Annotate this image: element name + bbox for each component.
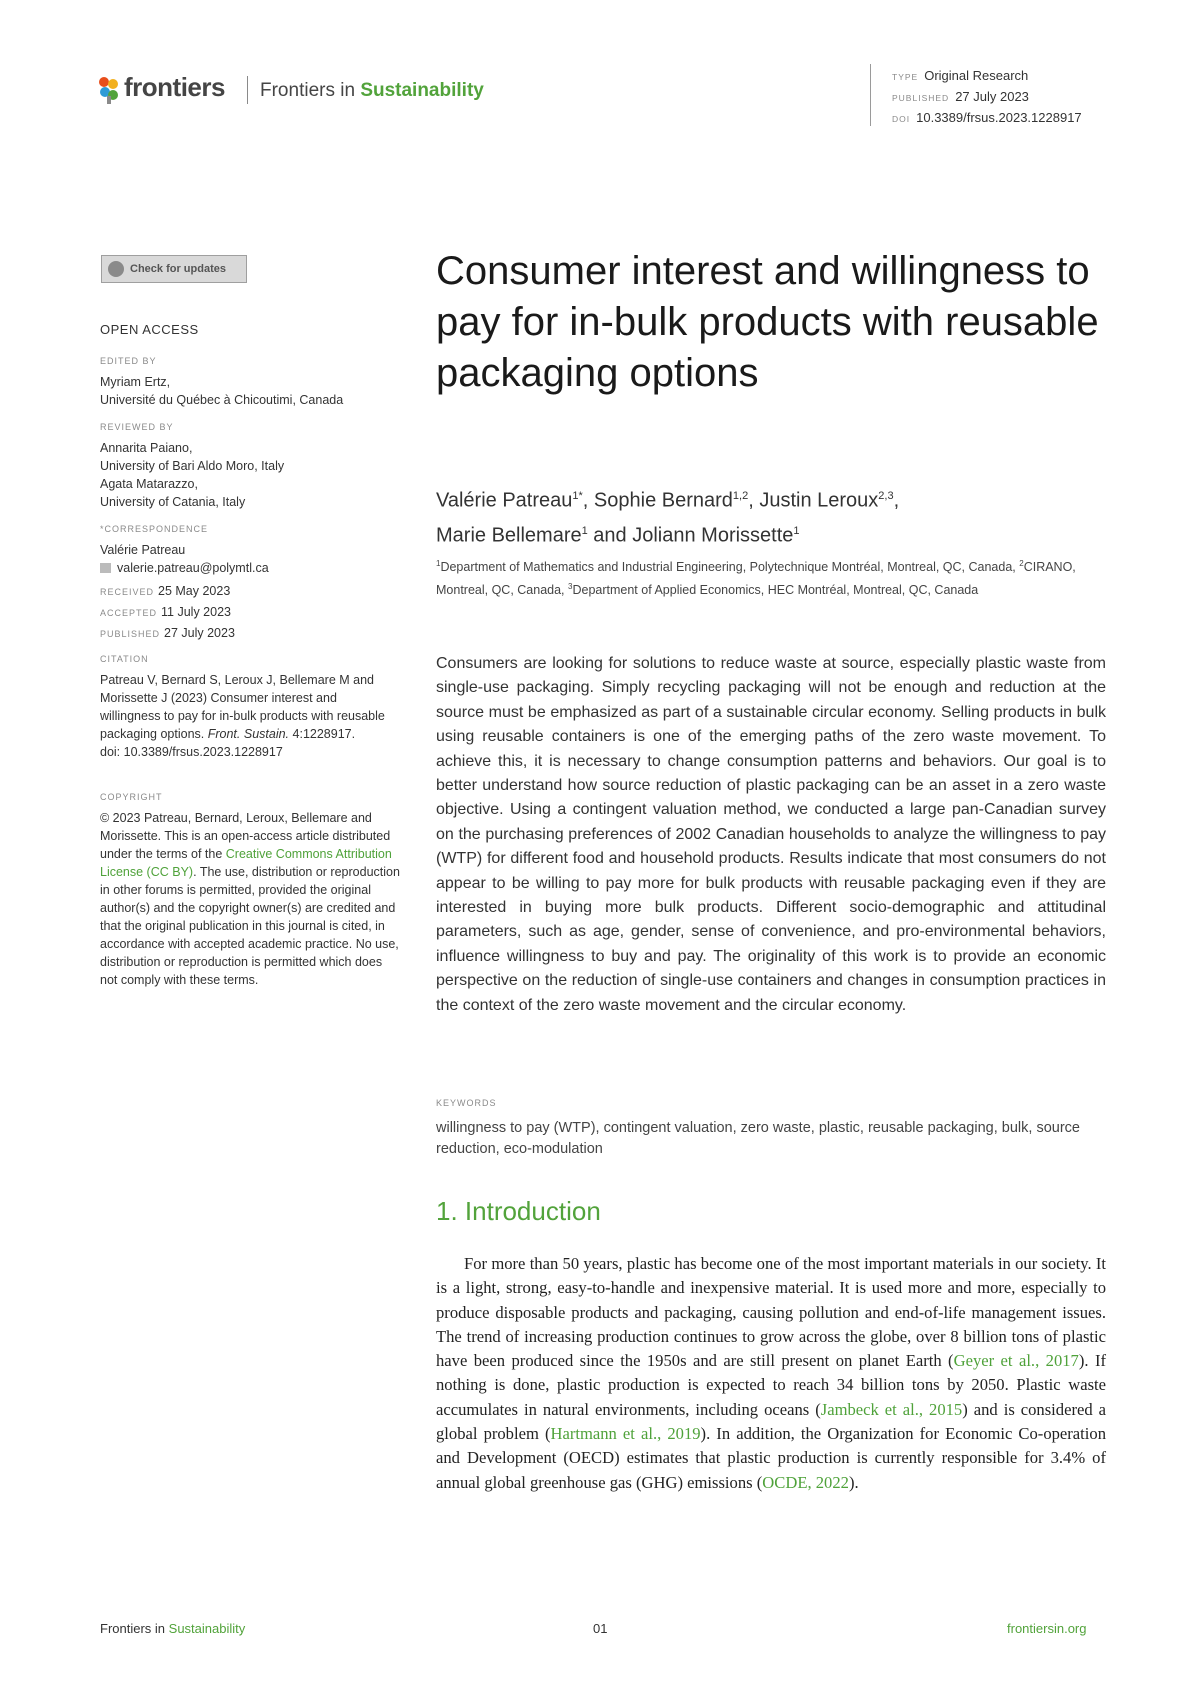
author-list: [436, 481, 1116, 550]
footer-journal-prefix: Frontiers in: [100, 1621, 166, 1636]
accepted-value: 11 July 2023: [161, 605, 231, 619]
journal-title: Sustainability: [360, 80, 484, 101]
citation-section: [100, 650, 400, 761]
author-name[interactable]: Sophie Bernard: [593, 489, 733, 512]
footer-site-link[interactable]: frontiersin.org: [1007, 1621, 1087, 1636]
update-icon: [108, 261, 124, 277]
author-separator: ,: [748, 489, 760, 512]
citation-text: Patreau V, Bernard S, Leroux J, Bellemare M and Morissette J (2023) Consumer interest and willingness to pay for in-bulk products with reusable packaging options.: [100, 673, 385, 741]
affiliation-text: Department of Mathematics and Industrial Engineering, Polytechnique Montréal, Montreal, QC, Canada,: [440, 560, 1020, 575]
sidebar-published-label: PUBLISHED: [100, 629, 161, 639]
editor-name: Myriam Ertz,: [100, 375, 171, 389]
citation-link[interactable]: Hartmann et al., 2019: [550, 1424, 701, 1444]
edited-by-label: EDITED BY: [100, 356, 157, 366]
affiliation-text: CIRANO, Montreal, QC, Canada,: [436, 560, 1076, 598]
meta-divider: [870, 64, 871, 126]
copyright-text-end: . The use, distribution or reproduction in other forums is permitted, provided the original author(s) and the copyright owner(s) are credited and that the original publication in this journal is cited, in accordance with accepted academic practice. No use, distribution or reproduction is permitted which does not comply with these terms.: [100, 865, 400, 987]
type-value: Original Research: [924, 68, 1029, 83]
intro-text: ).: [848, 1472, 859, 1492]
header-divider: [247, 76, 248, 104]
dates-section: [100, 582, 400, 643]
citation-journal: Front. Sustain.: [207, 727, 290, 741]
citation-volume: 4:1228917.: [292, 727, 356, 741]
author-separator: ,: [582, 489, 594, 512]
correspondence-email[interactable]: valerie.patreau@polymtl.ca: [117, 561, 269, 575]
author-affiliation-mark: 1: [793, 524, 800, 537]
reviewer-affiliation: University of Bari Aldo Moro, Italy: [100, 459, 285, 473]
section-heading-introduction: 1. Introduction: [436, 1196, 601, 1226]
citation-label: CITATION: [100, 654, 149, 664]
author-name[interactable]: Justin Leroux: [759, 489, 879, 512]
affiliation-mark: 3: [568, 582, 573, 592]
author-affiliation-mark: 2,3: [878, 490, 894, 502]
author-separator: and: [587, 524, 633, 547]
intro-text: ). If nothing is done, plastic production is expected to reach 34 billion tons by 2050. Plastic waste accumulates in natural environments, including oceans (: [436, 1351, 1107, 1419]
check-for-updates-button[interactable]: [101, 255, 247, 283]
reviewer-name: Annarita Paiano,: [100, 441, 193, 455]
reviewed-by-label: REVIEWED BY: [100, 422, 174, 432]
footer-journal[interactable]: [100, 1621, 245, 1636]
sidebar-published-value: 27 July 2023: [164, 626, 235, 640]
citation-link[interactable]: OCDE, 2022: [762, 1472, 849, 1492]
introduction-paragraph: [436, 1252, 1106, 1495]
correspondence-label: *CORRESPONDENCE: [100, 524, 209, 534]
copyright-section: [100, 788, 400, 989]
edited-by-section: [100, 352, 400, 409]
accepted-label: ACCEPTED: [100, 608, 158, 618]
author-name[interactable]: Joliann Morissette: [632, 524, 794, 547]
article-title: Consumer interest and willingness to pay for in-bulk products with reusable packaging options: [436, 249, 1099, 395]
keywords-label: KEYWORDS: [436, 1098, 497, 1108]
keywords: willingness to pay (WTP), contingent valuation, zero waste, plastic, reusable packaging, bulk, source reduction, eco-modulation: [436, 1120, 1080, 1157]
reviewer-affiliation: University of Catania, Italy: [100, 495, 246, 509]
copyright-label: COPYRIGHT: [100, 792, 163, 802]
citation-link[interactable]: Jambeck et al., 2015: [820, 1399, 963, 1419]
cc-license-link[interactable]: Creative Commons Attribution License (CC BY): [100, 847, 392, 879]
page-number: 01: [593, 1621, 608, 1636]
doi-label: DOI: [892, 114, 911, 124]
mail-icon: [100, 563, 111, 573]
author-name[interactable]: Valérie Patreau: [436, 489, 573, 512]
intro-text: ). In addition, the Organization for Economic Co-operation and Development (OECD) estimates that plastic production is currently responsible for 3.4% of annual global greenhouse gas (GHG) emissions (: [436, 1424, 1106, 1492]
article-meta: [892, 66, 1082, 129]
correspondence-email-row[interactable]: [100, 559, 400, 577]
open-access-label: OPEN ACCESS: [100, 322, 199, 337]
author-separator: ,: [893, 489, 900, 512]
correspondence-section: [100, 520, 400, 577]
journal-prefix: Frontiers in: [260, 80, 356, 101]
reviewer-name: Agata Matarazzo,: [100, 477, 198, 491]
received-label: RECEIVED: [100, 587, 155, 597]
published-label: PUBLISHED: [892, 93, 950, 103]
editor-affiliation: Université du Québec à Chicoutimi, Canada: [100, 393, 344, 407]
frontiers-logo-icon: [98, 76, 120, 104]
affiliations: [436, 554, 1106, 600]
footer-journal-name: Sustainability: [168, 1621, 246, 1636]
affiliation-mark: 1: [436, 559, 441, 568]
author-affiliation-mark: 1,2: [732, 490, 749, 502]
affiliation-mark: 2: [1019, 559, 1024, 568]
correspondence-name: Valérie Patreau: [100, 543, 186, 557]
reviewed-by-section: [100, 418, 400, 511]
frontiers-logo-text: frontiers: [124, 72, 225, 102]
copyright-text: © 2023 Patreau, Bernard, Leroux, Bellemare and Morissette. This is an open-access article distributed under the terms of the: [100, 811, 391, 861]
journal-name[interactable]: [260, 80, 484, 102]
intro-text: ) and is considered a global problem (: [436, 1399, 1106, 1444]
affiliation-text: Department of Applied Economics, HEC Montréal, Montreal, QC, Canada: [572, 583, 979, 598]
received-value: 25 May 2023: [158, 584, 231, 598]
published-value: 27 July 2023: [955, 89, 1029, 104]
author-name[interactable]: Marie Bellemare: [436, 524, 582, 547]
author-affiliation-mark: 1: [581, 524, 588, 537]
citation-link[interactable]: Geyer et al., 2017: [953, 1351, 1079, 1371]
author-affiliation-mark: 1*: [572, 490, 583, 502]
check-updates-label: Check for updates: [130, 263, 226, 275]
abstract: Consumers are looking for solutions to reduce waste at source, especially plastic waste from single-use packaging. Simply recycling packaging will not be enough and reduction at the source must be emphasized as part of a sustainable circular economy. Selling products in bulk using reusable containers is one of the emerging paths of the zero waste movement. To achieve this, it is necessary to change consumption patterns and behaviors. Our goal is to better understand how source reduction of plastic packaging can be an asset in a zero waste objective. Using a contingent valuation method, we conducted a large pan-Canadian survey on the purchasing preferences of 2002 Canadian households to analyze the willingness to pay (WTP) for different food and household products. Results indicate that most consumers do not appear to be willing to pay more for bulk products with reusable packaging even if they are interested in buying more bulk products. Different socio-demographic and attitudinal parameters, such as age, gender, sense of convenience, and pro-environmental behaviors, influence willingness to buy and pay. The originality of this work is to provide an economic perspective on the reduction of single-use containers and changes in consumption practices in the context of the zero waste movement and the circular economy.: [436, 655, 1106, 1014]
citation-doi[interactable]: doi: 10.3389/frsus.2023.1228917: [100, 745, 283, 759]
intro-text: For more than 50 years, plastic has become one of the most important materials in our society. It is a light, strong, easy-to-handle and inexpensive material. It is used more and more, especially to produce disposable products and packaging, causing pollution and end-of-life management issues. The trend of increasing production continues to grow across the globe, over 8 billion tons of plastic have been produced since the 1950s and are still present on planet Earth (: [436, 1254, 1106, 1371]
doi-link[interactable]: 10.3389/frsus.2023.1228917: [916, 110, 1082, 125]
type-label: TYPE: [892, 72, 919, 82]
